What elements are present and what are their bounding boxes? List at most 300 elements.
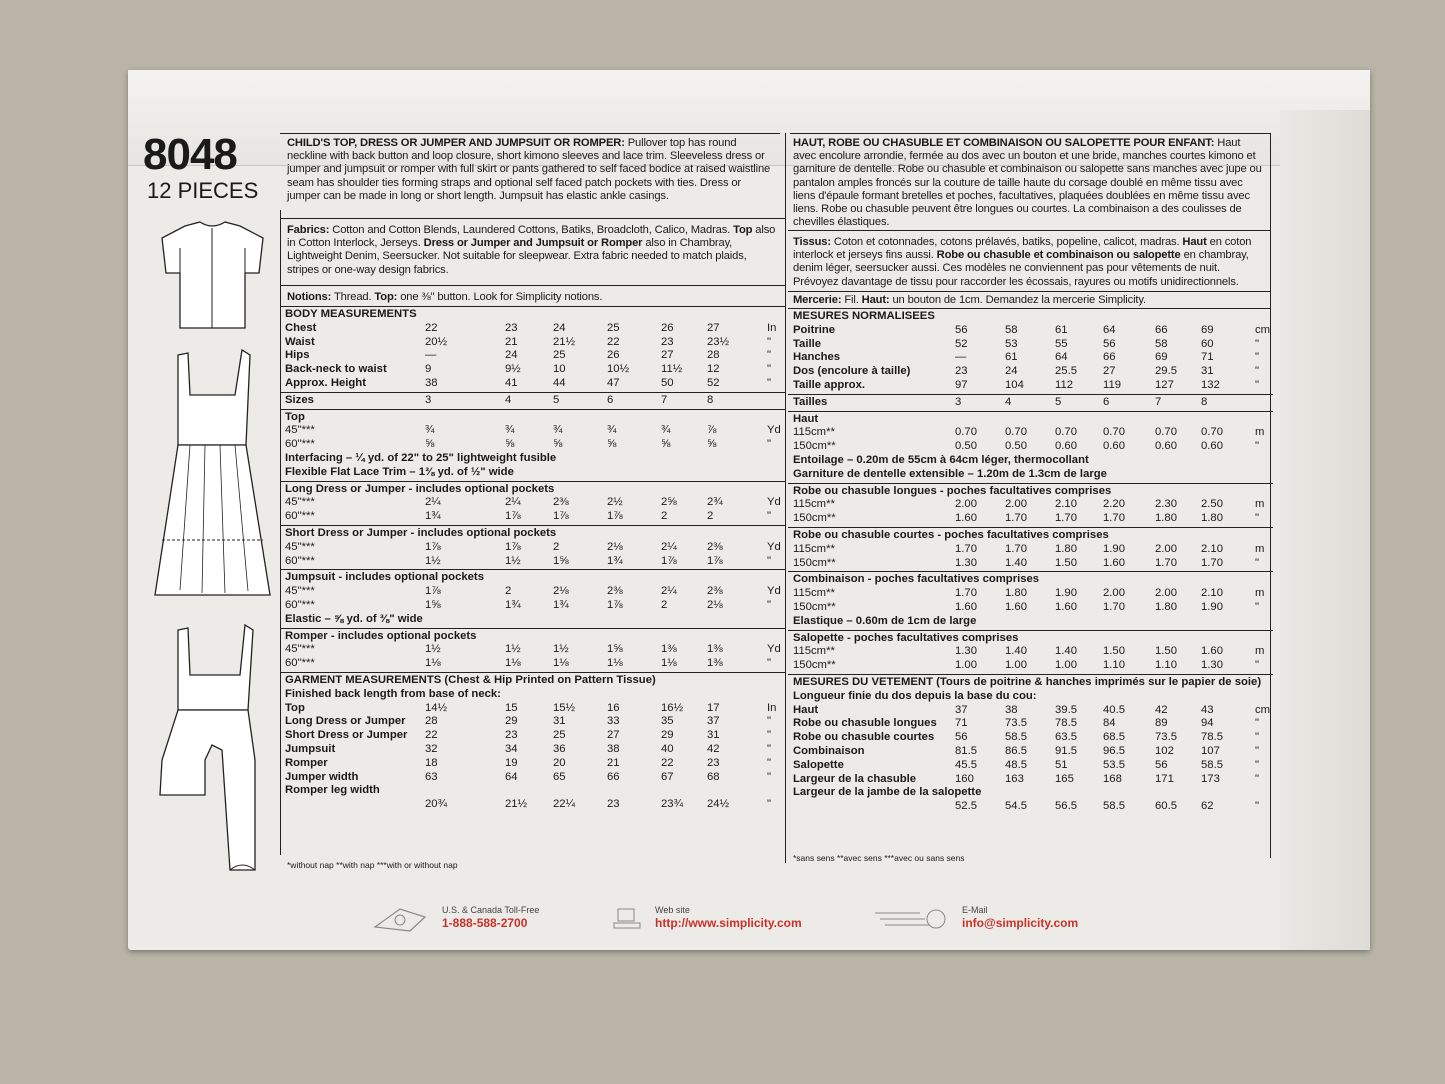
en-fabrics-text-2: also in Cotton Interlock, Jerseys. bbox=[287, 224, 776, 250]
yardage-row bbox=[793, 557, 1268, 571]
row-value: 1⅛ bbox=[607, 657, 623, 670]
fr-fabrics-text-3: en chambray, denim léger, seersucker aussi. Ces modèles ne conviennent pas pour vêtements de nuit. Prévoyez davantage de tissu pour raccorder les écossais, rayures ou motifs unidirectionnels. bbox=[793, 249, 1249, 288]
row-unit: " bbox=[767, 438, 772, 451]
table-rule bbox=[788, 674, 1273, 675]
yardage-section-heading: Jumpsuit - includes optional pockets bbox=[285, 571, 484, 584]
row-value: 31 bbox=[553, 715, 566, 728]
row-unit: " bbox=[767, 376, 772, 389]
garment-row bbox=[793, 731, 1268, 745]
row-label: Haut bbox=[793, 703, 819, 716]
table-rule bbox=[280, 672, 785, 673]
row-value: ¾ bbox=[505, 424, 515, 437]
row-value: 127 bbox=[1155, 378, 1174, 391]
garment-row bbox=[285, 798, 780, 812]
row-value: 69 bbox=[1201, 323, 1214, 336]
row-value: 62 bbox=[1201, 800, 1214, 813]
row-unit: In bbox=[767, 701, 777, 714]
row-value: 1.40 bbox=[1055, 645, 1077, 658]
yardage-note: Elastic – ⅝ yd. of ⅜" wide bbox=[285, 612, 423, 625]
yardage-row bbox=[793, 512, 1268, 526]
en-fabrics-text-3: also in Chambray, Lightweight Denim, Seersucker. Not suitable for sleepwear. Extra fabric needed to match plaids, stripes or one-way design fabrics. bbox=[287, 237, 747, 276]
row-label: Robe ou chasuble longues bbox=[793, 717, 937, 730]
fr-fabrics-label: Tissus: bbox=[793, 236, 831, 248]
garment-row bbox=[285, 715, 780, 729]
body-row bbox=[285, 336, 780, 350]
yardage-row bbox=[285, 657, 780, 671]
row-value: 0.60 bbox=[1201, 440, 1223, 453]
row-label: 150cm** bbox=[793, 556, 836, 569]
row-value: 41 bbox=[505, 376, 518, 389]
row-unit: " bbox=[767, 510, 772, 523]
row-value: 1½ bbox=[425, 643, 441, 656]
fr-notions-top: Haut: bbox=[861, 294, 890, 306]
row-value: 22 bbox=[425, 321, 438, 334]
en-fabrics bbox=[287, 224, 777, 277]
row-value: 22 bbox=[607, 335, 620, 348]
yardage-row bbox=[285, 643, 780, 657]
en-notions-text-2: one ⅜" button. Look for Simplicity notions. bbox=[400, 291, 603, 303]
row-value: 61 bbox=[1055, 323, 1068, 336]
yardage-row bbox=[285, 599, 780, 613]
fr-notions-text: Fil. bbox=[844, 294, 859, 306]
row-unit: " bbox=[1255, 365, 1260, 378]
web-label: Web site bbox=[655, 905, 690, 915]
row-value: 1.70 bbox=[1103, 600, 1125, 613]
row-value: 52.5 bbox=[955, 800, 977, 813]
row-value: 28 bbox=[425, 715, 438, 728]
row-value: 50 bbox=[661, 376, 674, 389]
row-value: 1.10 bbox=[1103, 659, 1125, 672]
row-value: 1½ bbox=[505, 643, 521, 656]
row-value: ¾ bbox=[425, 424, 435, 437]
row-value: 53.5 bbox=[1103, 758, 1125, 771]
row-value: 58.5 bbox=[1201, 758, 1223, 771]
table-rule bbox=[788, 394, 1273, 395]
row-label: Jumper width bbox=[285, 770, 359, 783]
row-value: 66 bbox=[1103, 351, 1116, 364]
size-value: 8 bbox=[1201, 395, 1208, 408]
garment-row bbox=[793, 759, 1268, 773]
yardage-row bbox=[793, 587, 1268, 601]
row-value: 165 bbox=[1055, 772, 1074, 785]
row-unit: " bbox=[1255, 744, 1260, 757]
row-value: 26 bbox=[607, 349, 620, 362]
row-value: 66 bbox=[607, 770, 620, 783]
row-value: 56 bbox=[1155, 758, 1168, 771]
row-value: 43 bbox=[1201, 703, 1214, 716]
row-value: 64 bbox=[1103, 323, 1116, 336]
row-value: 119 bbox=[1103, 378, 1122, 391]
row-label: 150cm** bbox=[793, 512, 836, 525]
row-value: 2⅜ bbox=[553, 496, 569, 509]
yardage-section-heading: Robe ou chasuble longues - poches facultatives comprises bbox=[793, 484, 1112, 497]
row-value: 1.70 bbox=[1201, 556, 1223, 569]
row-label: Salopette bbox=[793, 758, 844, 771]
fr-title: HAUT, ROBE OU CHASUBLE ET COMBINAISON OU SALOPETTE POUR ENFANT: bbox=[793, 137, 1215, 149]
row-value: 1.80 bbox=[1155, 512, 1177, 525]
row-value: 65 bbox=[553, 770, 566, 783]
yardage-section-heading: Salopette - poches facultatives comprises bbox=[793, 631, 1019, 644]
row-value: 58.5 bbox=[1103, 800, 1125, 813]
row-value: 1.60 bbox=[955, 600, 977, 613]
row-value: 1⅞ bbox=[425, 585, 441, 598]
fr-notions-label: Mercerie: bbox=[793, 294, 842, 306]
row-value: 23¾ bbox=[661, 798, 683, 811]
row-value: 1⅜ bbox=[707, 657, 723, 670]
en-footnote: *without nap **with nap ***with or without nap bbox=[287, 860, 458, 870]
row-value: 27 bbox=[1103, 365, 1116, 378]
row-value: 68 bbox=[707, 770, 720, 783]
row-value: 11½ bbox=[661, 363, 683, 376]
row-value: 132 bbox=[1201, 378, 1220, 391]
row-label: Combinaison bbox=[793, 744, 865, 757]
row-label: 45"*** bbox=[285, 585, 315, 598]
row-value: 18 bbox=[425, 756, 438, 769]
row-value: 2.20 bbox=[1103, 498, 1125, 511]
row-value: 23 bbox=[661, 335, 674, 348]
row-value: 1⅝ bbox=[607, 643, 623, 656]
row-value: 2⅛ bbox=[607, 540, 623, 553]
row-unit: " bbox=[767, 598, 772, 611]
row-label: 60"*** bbox=[285, 510, 315, 523]
email-icon bbox=[870, 907, 950, 931]
row-value: 84 bbox=[1103, 717, 1116, 730]
row-label: Romper leg width bbox=[285, 784, 380, 797]
row-value: 51 bbox=[1055, 758, 1068, 771]
row-value: 1⅛ bbox=[425, 657, 441, 670]
jumpsuit-illustration bbox=[150, 620, 275, 880]
row-label: Jumpsuit bbox=[285, 742, 336, 755]
row-value: 54.5 bbox=[1005, 800, 1027, 813]
row-unit: " bbox=[1255, 731, 1260, 744]
row-label: Waist bbox=[285, 335, 315, 348]
row-value: 56 bbox=[955, 731, 968, 744]
row-label: Taille approx. bbox=[793, 378, 865, 391]
table-rule bbox=[280, 409, 785, 410]
body-row bbox=[793, 379, 1268, 393]
row-unit: Yd bbox=[767, 540, 781, 553]
row-label: Approx. Height bbox=[285, 376, 366, 389]
garment-row bbox=[793, 745, 1268, 759]
row-label: 115cm** bbox=[793, 645, 835, 658]
row-value: ⅝ bbox=[661, 438, 671, 451]
row-unit: " bbox=[1255, 600, 1260, 613]
table-rule bbox=[788, 483, 1273, 484]
row-value: 27 bbox=[707, 321, 720, 334]
row-value: 96.5 bbox=[1103, 744, 1125, 757]
row-unit: Yd bbox=[767, 496, 781, 509]
fr-fabrics bbox=[793, 236, 1265, 289]
yardage-row bbox=[285, 555, 780, 569]
row-value: 22 bbox=[425, 729, 438, 742]
row-value: 29 bbox=[505, 715, 518, 728]
row-value: 2.00 bbox=[955, 498, 977, 511]
row-value: 34 bbox=[505, 742, 518, 755]
row-value: 2.10 bbox=[1055, 498, 1077, 511]
envelope-side-flap bbox=[1280, 110, 1370, 950]
fr-fabrics-top: Haut bbox=[1182, 236, 1207, 248]
yardage-row bbox=[793, 645, 1268, 659]
en-rule-1 bbox=[280, 218, 785, 219]
row-value: 23 bbox=[505, 729, 518, 742]
size-value: 7 bbox=[661, 393, 668, 406]
body-row bbox=[285, 322, 780, 336]
row-value: 1¾ bbox=[425, 510, 441, 523]
row-unit: " bbox=[1255, 758, 1260, 771]
en-fabrics-text-1: Cotton and Cotton Blends, Laundered Cottons, Batiks, Broadcloth, Calico, Madras. bbox=[332, 224, 731, 236]
yardage-row bbox=[285, 585, 780, 599]
row-value: 1.40 bbox=[1005, 645, 1027, 658]
row-unit: m bbox=[1255, 645, 1265, 658]
row-value: 1¾ bbox=[505, 598, 521, 611]
row-value: 1.90 bbox=[1201, 600, 1223, 613]
row-label: 45"*** bbox=[285, 643, 315, 656]
row-value: 1.70 bbox=[955, 587, 977, 600]
en-notions-text: Thread. bbox=[333, 291, 372, 303]
row-value: 1⅛ bbox=[553, 657, 569, 670]
row-value: 23½ bbox=[707, 335, 729, 348]
email-label: E-Mail bbox=[962, 905, 988, 915]
top-illustration bbox=[155, 218, 270, 338]
computer-icon bbox=[610, 907, 650, 931]
row-value: 24½ bbox=[707, 798, 729, 811]
row-value: 1½ bbox=[505, 554, 521, 567]
body-row bbox=[793, 323, 1271, 338]
row-unit: " bbox=[1255, 337, 1260, 350]
row-value: 24 bbox=[553, 321, 566, 334]
row-value: 1⅞ bbox=[607, 510, 623, 523]
row-value: ⅝ bbox=[425, 438, 435, 451]
size-value: 4 bbox=[1005, 395, 1012, 408]
row-value: 168 bbox=[1103, 772, 1122, 785]
row-value: 61 bbox=[1005, 351, 1018, 364]
row-value: 1.70 bbox=[1055, 512, 1077, 525]
fr-description bbox=[793, 137, 1265, 229]
row-unit: " bbox=[767, 798, 772, 811]
row-value: 23 bbox=[707, 756, 720, 769]
row-unit: " bbox=[767, 335, 772, 348]
row-value: 20 bbox=[553, 756, 566, 769]
row-value: 12 bbox=[707, 363, 720, 376]
web-link[interactable]: http://www.simplicity.com bbox=[655, 916, 802, 930]
en-notions-label: Notions: bbox=[287, 291, 332, 303]
row-value: 45.5 bbox=[955, 758, 977, 771]
row-label: 150cm** bbox=[793, 440, 836, 453]
phone-number[interactable]: 1-888-588-2700 bbox=[442, 916, 528, 930]
en-rule-2 bbox=[280, 285, 785, 286]
yardage-section-heading: Haut bbox=[793, 412, 819, 425]
row-label: 115cm** bbox=[793, 426, 835, 439]
row-value: 2 bbox=[707, 510, 714, 523]
row-unit: m bbox=[1255, 498, 1265, 511]
yardage-note: Interfacing – ¼ yd. of 22" to 25" lightweight fusible bbox=[285, 451, 557, 464]
row-label: 115cm** bbox=[793, 587, 835, 600]
row-value: 68.5 bbox=[1103, 731, 1125, 744]
row-unit: " bbox=[1255, 659, 1260, 672]
table-rule bbox=[280, 392, 785, 393]
row-value: 25 bbox=[607, 321, 620, 334]
row-value: 20¾ bbox=[425, 798, 447, 811]
row-value: 2 bbox=[661, 510, 668, 523]
row-value: 1.70 bbox=[1005, 512, 1027, 525]
row-value: 16 bbox=[607, 701, 620, 714]
row-value: 2¼ bbox=[661, 540, 677, 553]
row-value: 0.60 bbox=[1155, 440, 1177, 453]
row-value: 2⅜ bbox=[707, 540, 723, 553]
row-value: 1.80 bbox=[1055, 542, 1077, 555]
row-value: 2 bbox=[505, 585, 512, 598]
row-value: 29.5 bbox=[1155, 365, 1177, 378]
row-value: ⅝ bbox=[553, 438, 563, 451]
row-value: 63 bbox=[425, 770, 438, 783]
row-value: 14½ bbox=[425, 701, 447, 714]
row-value: 0.70 bbox=[1055, 426, 1077, 439]
row-unit: cm bbox=[1255, 323, 1271, 336]
row-label: 150cm** bbox=[793, 600, 836, 613]
row-value: 1¾ bbox=[607, 554, 623, 567]
yardage-row bbox=[793, 498, 1268, 512]
phone-label: U.S. & Canada Toll-Free bbox=[442, 905, 540, 915]
size-value: 5 bbox=[1055, 395, 1062, 408]
fr-fabrics-bold-2: Robe ou chasuble et combinaison ou salopette bbox=[936, 249, 1181, 262]
row-label: Dos (encolure à taille) bbox=[793, 365, 911, 378]
table-rule bbox=[280, 525, 785, 526]
row-value: 38 bbox=[1005, 703, 1018, 716]
row-value: 104 bbox=[1005, 378, 1024, 391]
sizes-row bbox=[793, 396, 1268, 410]
row-value: 27 bbox=[607, 729, 620, 742]
row-value: 15 bbox=[505, 701, 518, 714]
row-value: 2⅛ bbox=[553, 585, 569, 598]
row-label: 115cm** bbox=[793, 498, 835, 511]
garment-row bbox=[285, 757, 780, 771]
row-value: 58.5 bbox=[1005, 731, 1027, 744]
row-value: 89 bbox=[1155, 717, 1168, 730]
row-value: 1⅛ bbox=[505, 657, 521, 670]
row-unit: Yd bbox=[767, 643, 781, 656]
garment-row bbox=[285, 702, 780, 716]
fr-description-text: Haut avec encolure arrondie, fermée au dos avec un bouton et une bride, manches courtes kimono et garniture de dentelle. Robe ou chasuble et combinaison ou salopette sans manches avec jupe ou pantalon amples froncés sur la couture de taille haute du corsage doublé en même tissu avec liens d'épaule formant bretelles et poches, facultatives, plaquées doublées en même tissu avec liens. Robe ou chasuble peuvent être longues ou courtes. La combinaison a des coulisses de chevilles élastiques. bbox=[793, 137, 1262, 229]
row-value: ⅞ bbox=[707, 424, 717, 437]
size-value: 3 bbox=[955, 395, 962, 408]
garment-row bbox=[793, 773, 1268, 787]
row-value: 1.00 bbox=[955, 659, 977, 672]
row-unit: " bbox=[1255, 351, 1260, 364]
row-unit: " bbox=[767, 729, 772, 742]
row-value: 1¾ bbox=[553, 598, 569, 611]
row-value: ⅝ bbox=[607, 438, 617, 451]
row-value: 32 bbox=[425, 742, 438, 755]
row-value: 9 bbox=[425, 363, 432, 376]
row-value: ¾ bbox=[661, 424, 671, 437]
row-unit: " bbox=[767, 742, 772, 755]
size-value: 6 bbox=[607, 393, 614, 406]
row-value: 71 bbox=[1201, 351, 1214, 364]
yardage-note: Entoilage – 0.20m de 55cm à 64cm léger, thermocollant bbox=[793, 453, 1089, 466]
row-label: 115cm** bbox=[793, 542, 835, 555]
en-notions-top: Top: bbox=[374, 291, 398, 303]
row-label: Largeur de la jambe de la salopette bbox=[793, 786, 982, 799]
row-value: 1.30 bbox=[955, 645, 977, 658]
row-value: 2¼ bbox=[505, 496, 521, 509]
row-label: 60"*** bbox=[285, 598, 315, 611]
row-value: 64 bbox=[505, 770, 518, 783]
row-value: 0.50 bbox=[955, 440, 977, 453]
row-label: 45"*** bbox=[285, 496, 315, 509]
row-value: ⅝ bbox=[707, 438, 717, 451]
sizes-row bbox=[285, 394, 780, 408]
garment-measurements-subheading: Longueur finie du dos depuis la base du cou: bbox=[793, 689, 1037, 702]
email-link[interactable]: info@simplicity.com bbox=[962, 916, 1079, 930]
row-value: 21½ bbox=[505, 798, 527, 811]
row-value: 73.5 bbox=[1155, 731, 1177, 744]
garment-measurements-heading: GARMENT MEASUREMENTS (Chest & Hip Printed on Pattern Tissue) bbox=[285, 673, 656, 686]
row-value: 78.5 bbox=[1055, 717, 1077, 730]
row-value: 2.10 bbox=[1201, 587, 1223, 600]
row-value: 2⅛ bbox=[707, 598, 723, 611]
frame-right bbox=[1270, 133, 1271, 858]
row-value: 0.60 bbox=[1055, 440, 1077, 453]
row-value: 102 bbox=[1155, 744, 1174, 757]
row-value: 23 bbox=[607, 798, 620, 811]
yardage-row bbox=[793, 426, 1268, 440]
fr-notions-text-2: un bouton de 1cm. Demandez la mercerie Simplicity. bbox=[892, 294, 1146, 306]
row-value: 42 bbox=[1155, 703, 1168, 716]
sizes-label: Sizes bbox=[285, 393, 314, 406]
row-label: Short Dress or Jumper bbox=[285, 729, 408, 742]
table-rule bbox=[280, 628, 785, 629]
row-unit: " bbox=[767, 715, 772, 728]
body-measurements-heading: MESURES NORMALISEES bbox=[793, 310, 935, 322]
garment-row bbox=[793, 786, 1268, 800]
row-value: 60 bbox=[1201, 337, 1214, 350]
yardage-section-heading: Long Dress or Jumper - includes optional pockets bbox=[285, 482, 555, 495]
pieces-count: 12 PIECES bbox=[147, 178, 259, 203]
row-unit: m bbox=[1255, 542, 1265, 555]
row-unit: In bbox=[767, 321, 777, 334]
garment-measurements-heading: MESURES DU VETEMENT (Tours de poitrine & hanches imprimés sur le papier de soie) bbox=[793, 675, 1262, 688]
yardage-row bbox=[793, 659, 1268, 673]
yardage-section-heading: Romper - includes optional pockets bbox=[285, 629, 477, 642]
row-label: Chest bbox=[285, 321, 317, 334]
row-value: 31 bbox=[1201, 365, 1214, 378]
row-value: 1.90 bbox=[1055, 587, 1077, 600]
row-value: 2.00 bbox=[1103, 587, 1125, 600]
row-label: 45"*** bbox=[285, 424, 315, 437]
row-unit: " bbox=[767, 554, 772, 567]
row-value: 0.60 bbox=[1103, 440, 1125, 453]
row-value: 26 bbox=[661, 321, 674, 334]
row-value: 91.5 bbox=[1055, 744, 1077, 757]
phone-icon bbox=[370, 905, 430, 933]
row-unit: " bbox=[767, 657, 772, 670]
sizes-label: Tailles bbox=[793, 395, 828, 408]
row-value: 10 bbox=[553, 363, 566, 376]
row-value: 63.5 bbox=[1055, 731, 1077, 744]
row-value: 1⅝ bbox=[425, 598, 441, 611]
row-label: Long Dress or Jumper bbox=[285, 715, 406, 728]
row-value: 1.40 bbox=[1005, 556, 1027, 569]
yardage-section-heading: Top bbox=[285, 410, 305, 423]
en-fabrics-label: Fabrics: bbox=[287, 224, 330, 236]
en-description-text: Pullover top has round neckline with back button and loop closure, short kimono sleeves and lace trim. Sleeveless dress or jumper and jumpsuit or romper with full skirt or pants gathered to self faced bodice at raised waistline seam has shoulder ties forming straps and optional self faced patch pockets with ties. Dress or jumper can be made in long or short length. Jumpsuit has elastic ankle casings. bbox=[287, 137, 771, 202]
yardage-note: Garniture de dentelle extensible – 1.20m de 1.3cm de large bbox=[793, 467, 1107, 480]
row-value: 160 bbox=[955, 772, 974, 785]
row-value: 52 bbox=[707, 376, 720, 389]
fr-footnote: *sans sens **avec sens ***avec ou sans sens bbox=[793, 853, 965, 863]
row-value: 69 bbox=[1155, 351, 1168, 364]
row-value: 2½ bbox=[607, 496, 623, 509]
